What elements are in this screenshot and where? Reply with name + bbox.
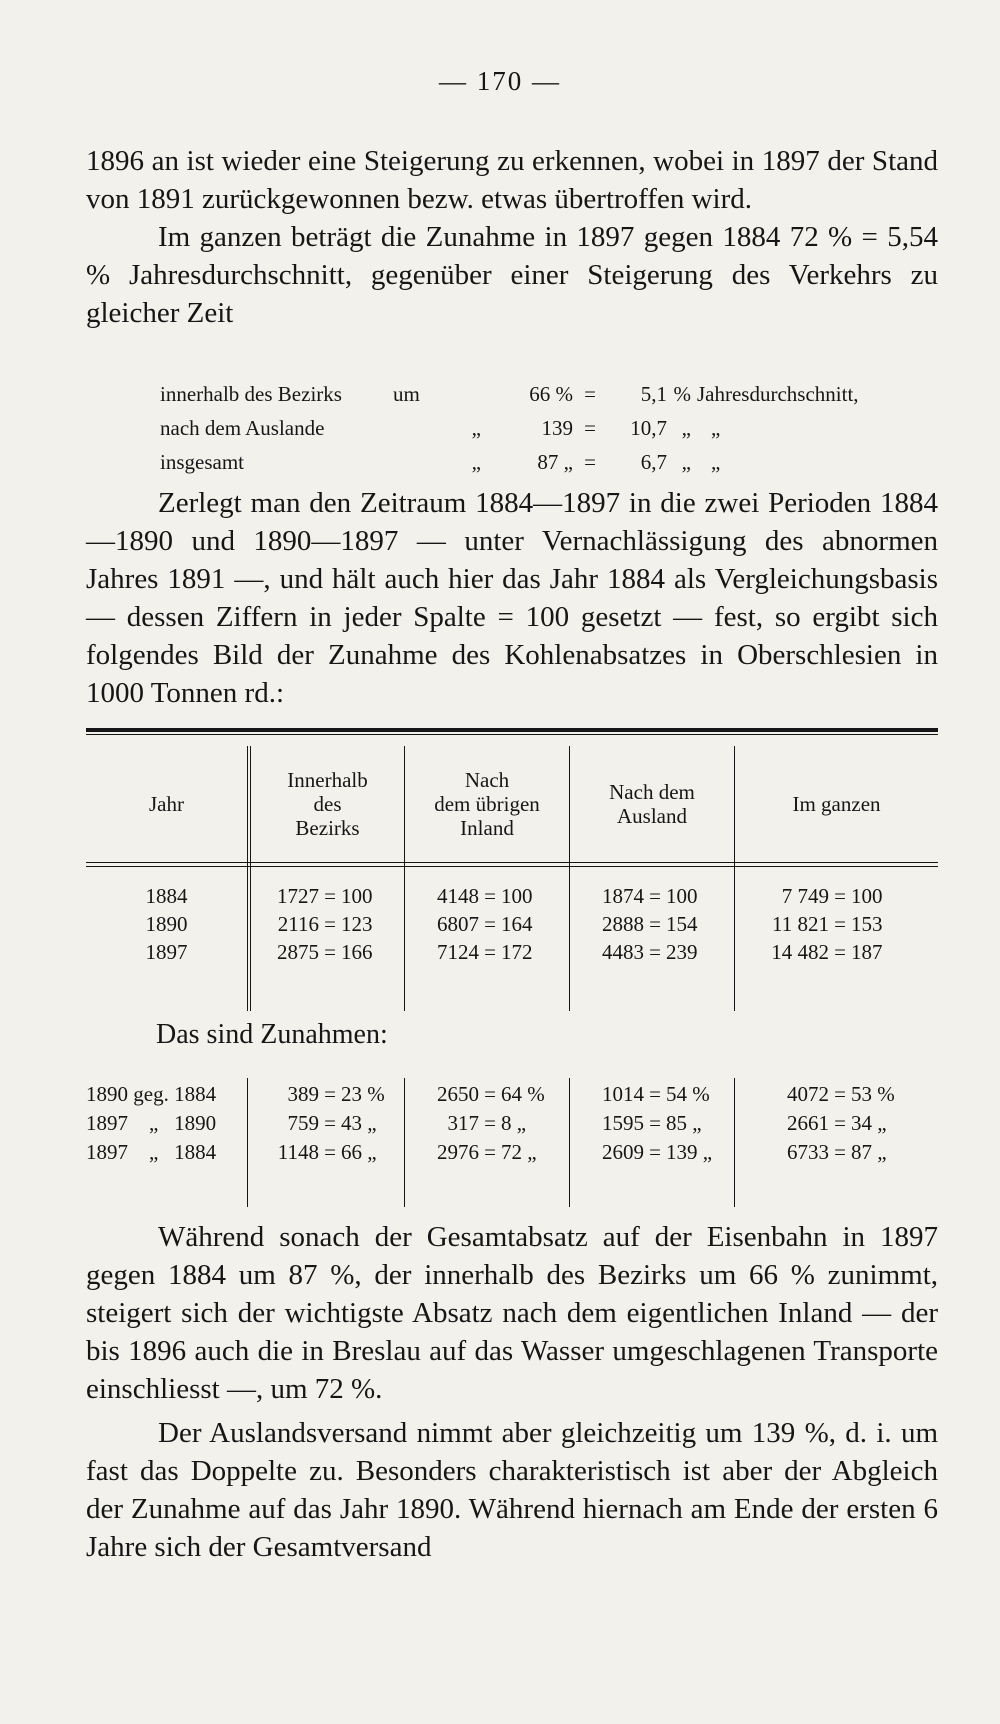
cell-equals: = <box>834 1111 846 1135</box>
increase-row-label: 1897 „ 1890 <box>86 1111 217 1135</box>
table-row-cell <box>735 912 938 937</box>
header-rule-2 <box>86 866 938 867</box>
table-row-cell <box>405 912 569 937</box>
cell-index: 100 <box>666 884 698 908</box>
cell-index: 153 <box>851 912 883 936</box>
comparison-row: innerhalb des Bezirks um 66 % = 5,1 % Jahresdurchschnitt, <box>160 382 859 406</box>
cell-equals: = <box>484 1082 496 1106</box>
cell-value: 2116 <box>277 912 319 936</box>
increase-row-cell <box>405 1082 569 1107</box>
cell-value: 14 482 <box>771 940 829 964</box>
cell-equals: = <box>484 940 496 964</box>
col-divider <box>247 746 248 1011</box>
cell-equals: = <box>834 940 846 964</box>
increase-row-cell <box>735 1111 938 1136</box>
cell-equals: = <box>649 1082 661 1106</box>
page-number: — 170 — <box>439 66 561 96</box>
cell-index: 85 „ <box>666 1111 702 1135</box>
increase-row-cell <box>405 1140 569 1165</box>
header-inland: Nach dem übrigen Inland <box>434 768 540 840</box>
cell-value: 2976 <box>437 1140 479 1164</box>
paragraph-4: Während sonach der Gesamtabsatz auf der Eisenbahn in 1897 gegen 1884 um 87 %, der innerhalb des Bezirks um 66 % zunimmt, steigert sich der wichtigste Absatz nach dem eigentlichen Inland — der bis 1896 auch die in Breslau auf das Wasser umgeschlagenen Transporte einschliesst —, um 72 %. <box>86 1221 938 1405</box>
increase-row-cell <box>735 1082 938 1107</box>
cell-index: 66 „ <box>341 1140 377 1164</box>
cell-value: 2875 <box>277 940 319 964</box>
cell-equals: = <box>649 912 661 936</box>
comparison-row: insgesamt „ 87 „ = 6,7 „ „ <box>160 450 721 474</box>
header-district: Innerhalb des Bezirks <box>287 768 368 840</box>
cell-equals: = <box>484 884 496 908</box>
cell-index: 166 <box>341 940 373 964</box>
cell-equals: = <box>834 912 846 936</box>
increase-row-cell <box>570 1111 734 1136</box>
increase-row-label: 1897 „ 1884 <box>86 1140 217 1164</box>
cell-index: 54 % <box>666 1082 710 1106</box>
text-block-top <box>86 142 938 332</box>
cell-value: 1148 <box>277 1140 319 1164</box>
table-row-label: 1897 <box>145 940 188 964</box>
cell-equals: = <box>649 940 661 964</box>
cell-equals: = <box>324 884 336 908</box>
cell-index: 172 <box>501 940 533 964</box>
increase-row-cell <box>405 1111 569 1136</box>
cell-index: 87 „ <box>851 1140 887 1164</box>
increase-row-cell <box>251 1111 404 1136</box>
cell-equals: = <box>324 940 336 964</box>
header-year: Jahr <box>149 792 184 816</box>
table-row-label: 1890 <box>145 912 188 936</box>
cell-index: 53 % <box>851 1082 895 1106</box>
cell-value: 2661 <box>787 1111 829 1135</box>
cell-index: 123 <box>341 912 373 936</box>
cell-index: 100 <box>851 884 883 908</box>
table-row-cell <box>251 912 404 937</box>
cell-equals: = <box>834 1140 846 1164</box>
cell-value: 4148 <box>437 884 479 908</box>
text-block-bottom <box>86 1218 938 1566</box>
table-row-cell <box>570 940 734 965</box>
table-row-cell <box>405 940 569 965</box>
cell-index: 34 „ <box>851 1111 887 1135</box>
table-row-cell <box>570 912 734 937</box>
cell-index: 187 <box>851 940 883 964</box>
header-total: Im ganzen <box>792 792 881 816</box>
cell-equals: = <box>834 884 846 908</box>
table-top-rule <box>86 728 938 732</box>
col-divider <box>734 746 735 1011</box>
increase-row-cell <box>570 1082 734 1107</box>
cell-index: 8 „ <box>501 1111 527 1135</box>
cell-index: 139 „ <box>666 1140 713 1164</box>
cell-value: 317 <box>447 1111 479 1135</box>
cell-equals: = <box>484 1111 496 1135</box>
col-divider <box>247 1078 248 1207</box>
text-block-middle <box>86 484 938 712</box>
increase-row-cell <box>570 1140 734 1165</box>
cell-value: 2609 <box>602 1140 644 1164</box>
cell-index: 100 <box>341 884 373 908</box>
paragraph-5: Der Auslandsversand nimmt aber gleichzeitig um 139 %, d. i. um fast das Doppelte zu. Besonders charakteristisch ist aber der Abgleich der Zunahme auf das Jahr 1890. Während hiernach am Ende der ersten 6 Jahre sich der Gesamtversand <box>86 1417 938 1563</box>
coal-sales-table <box>86 728 938 1207</box>
cell-equals: = <box>324 1140 336 1164</box>
cell-equals: = <box>324 1082 336 1106</box>
cell-index: 239 <box>666 940 698 964</box>
paragraph-3: Zerlegt man den Zeitraum 1884—1897 in die zwei Perioden 1884—1890 und 1890—1897 — unter Vernachlässigung des abnormen Jahres 1891 —, und hält auch hier das Jahr 1884 als Vergleichungsbasis — dessen Ziffern in jeder Spalte = 100 gesetzt — fest, so ergibt sich folgendes Bild der Zunahme des Kohlenabsatzes in Oberschlesien in 1000 Tonnen rd.: <box>86 487 938 709</box>
cell-value: 1874 <box>602 884 644 908</box>
comparison-row: nach dem Auslande „ 139 = 10,7 „ „ <box>160 416 721 440</box>
cell-equals: = <box>649 1140 661 1164</box>
header-abroad: Nach dem Ausland <box>609 780 695 828</box>
increase-subheading: Das sind Zunahmen: <box>156 1019 388 1050</box>
cell-index: 72 „ <box>501 1140 537 1164</box>
cell-value: 7 749 <box>781 884 829 908</box>
cell-equals: = <box>324 1111 336 1135</box>
cell-value: 7124 <box>437 940 479 964</box>
cell-value: 4072 <box>787 1082 829 1106</box>
paragraph-2: Im ganzen beträgt die Zunahme in 1897 gegen 1884 72 % = 5,54 % Jahresdurchschnitt, gegenüber einer Steigerung des Verkehrs zu gleicher Zeit <box>86 221 938 329</box>
paragraph-1: 1896 an ist wieder eine Steigerung zu erkennen, wobei in 1897 der Stand von 1891 zurückgewonnen bezw. etwas übertroffen wird. <box>86 145 938 215</box>
cell-value: 389 <box>287 1082 319 1106</box>
cell-value: 6807 <box>437 912 479 936</box>
cell-value: 2888 <box>602 912 644 936</box>
cell-equals: = <box>834 1082 846 1106</box>
table-row-cell <box>735 940 938 965</box>
table-row-label: 1884 <box>145 884 188 908</box>
cell-value: 4483 <box>602 940 644 964</box>
cell-value: 759 <box>287 1111 319 1135</box>
table-top-rule-thin <box>86 734 938 735</box>
cell-index: 64 % <box>501 1082 545 1106</box>
cell-equals: = <box>484 1140 496 1164</box>
increase-row-cell <box>251 1082 404 1107</box>
table-row-cell <box>570 884 734 909</box>
cell-index: 100 <box>501 884 533 908</box>
cell-equals: = <box>484 912 496 936</box>
table-row-cell <box>735 884 938 909</box>
cell-value: 1014 <box>602 1082 644 1106</box>
comparison-list <box>160 377 859 479</box>
cell-value: 1727 <box>277 884 319 908</box>
cell-value: 6733 <box>787 1140 829 1164</box>
cell-index: 154 <box>666 912 698 936</box>
table-row-cell <box>251 940 404 965</box>
cell-equals: = <box>649 884 661 908</box>
cell-equals: = <box>324 912 336 936</box>
table-row-cell <box>405 884 569 909</box>
cell-index: 23 % <box>341 1082 385 1106</box>
cell-value: 2650 <box>437 1082 479 1106</box>
table-row-cell <box>251 884 404 909</box>
cell-value: 11 821 <box>772 912 829 936</box>
cell-index: 164 <box>501 912 533 936</box>
increase-row-label: 1890 geg. 1884 <box>86 1082 217 1106</box>
header-rule <box>86 862 938 863</box>
cell-index: 43 „ <box>341 1111 377 1135</box>
cell-value: 1595 <box>602 1111 644 1135</box>
increase-row-cell <box>251 1140 404 1165</box>
cell-equals: = <box>649 1111 661 1135</box>
increase-row-cell <box>735 1140 938 1165</box>
